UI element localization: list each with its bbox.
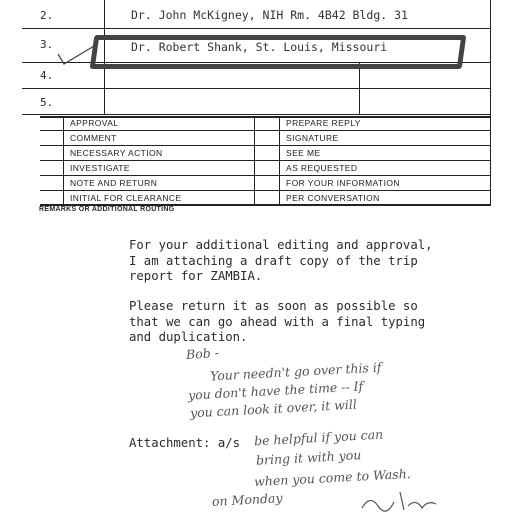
- table-row-line: [40, 160, 490, 161]
- row-number: 2.: [40, 9, 54, 22]
- action-investigate: INVESTIGATE: [70, 163, 130, 173]
- action-note-and-return: NOTE AND RETURN: [70, 178, 158, 188]
- action-initial-for-clearance: INITIAL FOR CLEARANCE: [70, 193, 182, 203]
- handwritten-line: Your needn't go over this if: [209, 359, 382, 384]
- action-comment: COMMENT: [70, 133, 117, 143]
- column-divider: [359, 62, 360, 114]
- action-for-your-information: FOR YOUR INFORMATION: [286, 178, 400, 188]
- handwritten-line: be helpful if you can: [253, 426, 384, 449]
- action-prepare-reply: PREPARE REPLY: [286, 118, 361, 128]
- handwritten-line: bring it with you: [255, 447, 362, 468]
- row-divider: [22, 28, 490, 29]
- table-row-line: [40, 145, 490, 146]
- handwritten-line: Bob -: [185, 344, 220, 363]
- routing-addressee: Dr. John McKigney, NIH Rm. 4B42 Bldg. 31: [131, 8, 408, 22]
- action-signature: SIGNATURE: [286, 133, 339, 143]
- remarks-label: REMARKS OR ADDITIONAL ROUTING: [39, 206, 175, 213]
- routing-addressee: Dr. Robert Shank, St. Louis, Missouri: [131, 40, 388, 54]
- signature-scribble-icon: [360, 488, 440, 512]
- row-divider: [22, 88, 490, 89]
- row-number: 5.: [40, 96, 54, 109]
- table-row-line: [40, 175, 490, 176]
- table-row-line: [40, 190, 490, 191]
- attachment-line: Attachment: a/s: [129, 436, 241, 450]
- action-necessary-action: NECESSARY ACTION: [70, 148, 163, 158]
- check-mark-icon: [56, 42, 96, 68]
- row-divider: [22, 114, 490, 115]
- handwritten-line: on Monday: [211, 490, 283, 509]
- action-as-requested: AS REQUESTED: [286, 163, 358, 173]
- handwritten-line: you can look it over, it will: [189, 396, 358, 421]
- right-edge: [490, 0, 491, 206]
- action-per-conversation: PER CONVERSATION: [286, 193, 380, 203]
- handwritten-line: you don't have the time -- If: [187, 378, 364, 403]
- memo-paragraph-1: For your additional editing and approval, I am attaching a draft copy of the trip report for ZAMBIA.: [129, 238, 433, 283]
- row-number: 4.: [40, 69, 54, 82]
- handwritten-line: when you come to Wash.: [253, 465, 412, 490]
- action-approval: APPROVAL: [70, 118, 119, 128]
- row-number: 3.: [40, 38, 54, 51]
- action-see-me: SEE ME: [286, 148, 321, 158]
- memo-paragraph-2: Please return it as soon as possible so that we can go ahead with a final typing and duplication.: [129, 299, 426, 344]
- table-row-line: [40, 130, 490, 131]
